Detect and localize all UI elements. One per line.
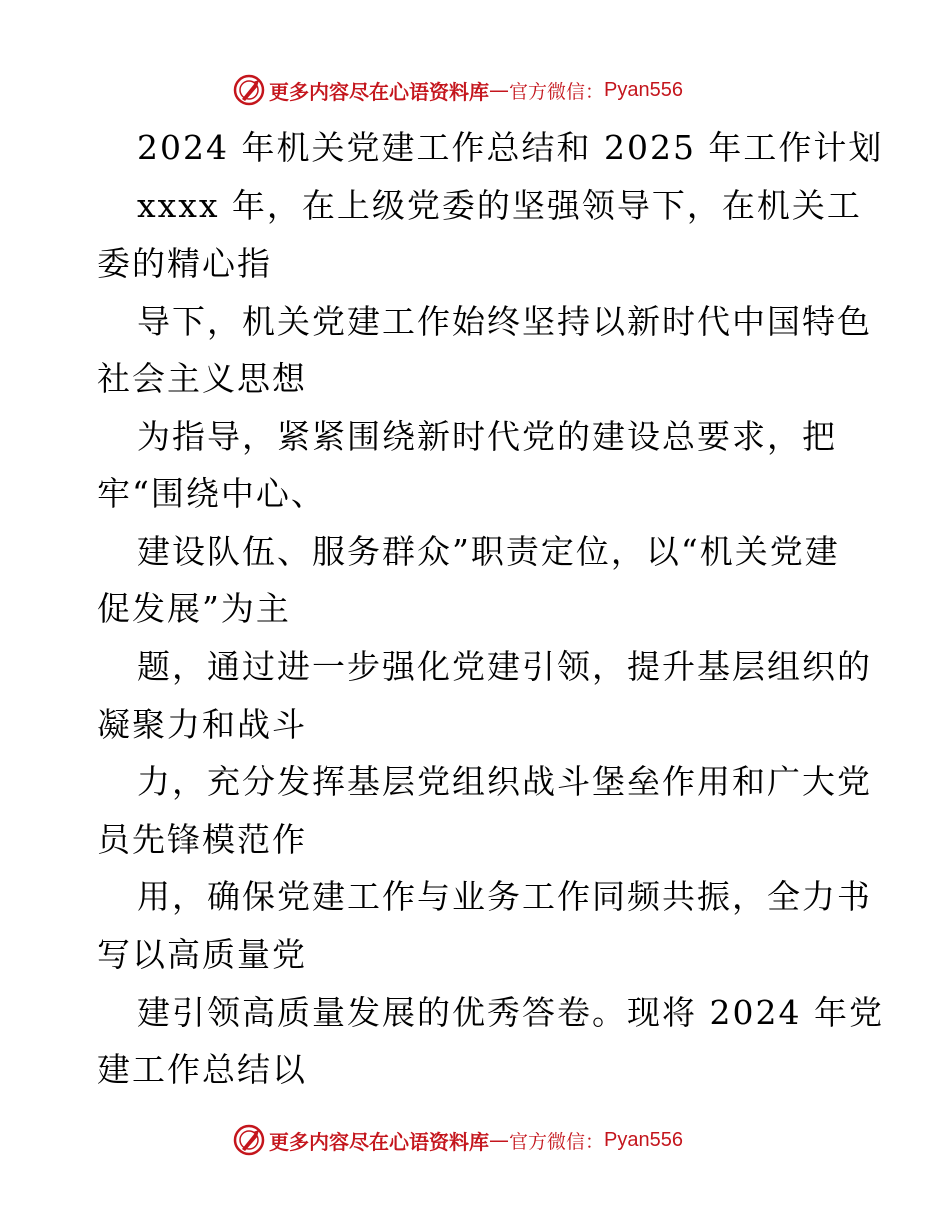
logo-icon bbox=[233, 74, 265, 106]
paragraph-line: 力，充分发挥基层党组织战斗堡垒作用和广大党 bbox=[137, 762, 872, 801]
header-watermark bbox=[233, 73, 683, 107]
paragraph-line: 用，确保党建工作与业务工作同频共振，全力书 bbox=[137, 877, 872, 916]
watermark-text: 更多内容尽在心语资料库 bbox=[269, 79, 489, 104]
watermark-dash: — bbox=[489, 1128, 509, 1152]
paragraph-line: 导下，机关党建工作始终坚持以新时代中国特色 bbox=[137, 302, 872, 341]
paragraph-line: 凝聚力和战斗 bbox=[97, 705, 307, 744]
paragraph-line: 建工作总结以 bbox=[97, 1050, 307, 1089]
footer-watermark bbox=[233, 1123, 683, 1157]
watermark-wechat-label: 官方微信： bbox=[509, 1130, 605, 1153]
document-title: 2024 年机关党建工作总结和 2025 年工作计划 bbox=[137, 128, 884, 167]
watermark-dash: — bbox=[489, 78, 509, 102]
paragraph-line: 促发展”为主 bbox=[97, 589, 291, 628]
paragraph-line: 社会主义思想 bbox=[97, 359, 307, 398]
paragraph-line: 为指导，紧紧围绕新时代党的建设总要求，把 bbox=[137, 417, 837, 456]
paragraph-line: 委的精心指 bbox=[97, 244, 272, 283]
paragraph-line: 写以高质量党 bbox=[97, 935, 307, 974]
watermark-wechat-id: Pyan556 bbox=[604, 1128, 683, 1151]
watermark-wechat-id: Pyan556 bbox=[604, 78, 683, 101]
watermark-wechat-label: 官方微信： bbox=[509, 80, 605, 103]
paragraph-line: 建设队伍、服务群众”职责定位，以“机关党建 bbox=[137, 532, 840, 571]
logo-icon bbox=[233, 1124, 265, 1156]
paragraph-line: 牢“围绕中心、 bbox=[97, 474, 326, 513]
paragraph-line: 建引领高质量发展的优秀答卷。现将 2024 年党 bbox=[137, 993, 884, 1032]
paragraph-line: 员先锋模范作 bbox=[97, 820, 307, 859]
paragraph-line: 题，通过进一步强化党建引领，提升基层组织的 bbox=[137, 647, 872, 686]
paragraph-line: xxxx 年，在上级党委的坚强领导下，在机关工 bbox=[137, 186, 862, 225]
watermark-text: 更多内容尽在心语资料库 bbox=[269, 1129, 489, 1154]
